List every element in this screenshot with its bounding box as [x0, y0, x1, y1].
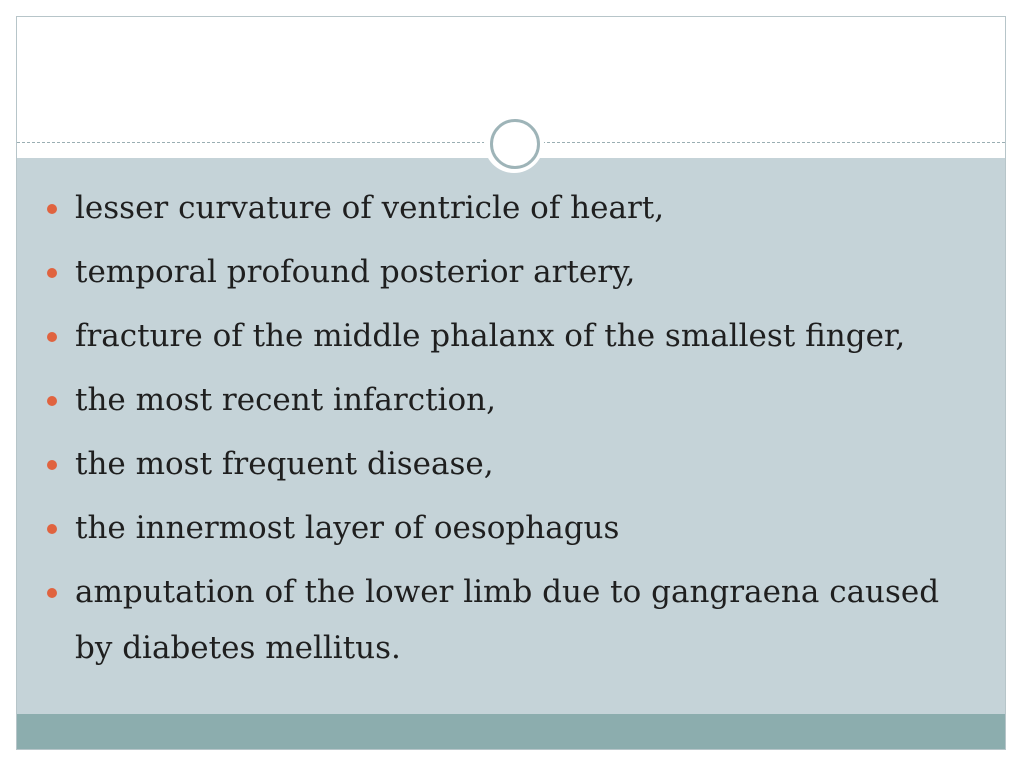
slide: [16, 16, 1006, 750]
bullet-dot-icon: [47, 332, 57, 342]
bullet-dot-icon: [47, 588, 57, 598]
bullet-text: lesser curvature of ventricle of heart,: [75, 190, 665, 226]
bullet-text: amputation of the lower limb due to gangraena caused by diabetes mellitus.: [75, 574, 940, 666]
bullet-text: fracture of the middle phalanx of the smallest finger,: [75, 318, 906, 354]
bullet-dot-icon: [47, 524, 57, 534]
bullet-text: temporal profound posterior artery,: [75, 254, 636, 290]
bullet-text: the innermost layer of oesophagus: [75, 510, 620, 546]
bullet-text: the most frequent disease,: [75, 446, 494, 482]
bullet-dot-icon: [47, 460, 57, 470]
bullet-text: the most recent infarction,: [75, 382, 496, 418]
bullet-dot-icon: [47, 268, 57, 278]
ornament-ring-icon: [490, 119, 540, 169]
bullet-dot-icon: [47, 396, 57, 406]
content-area: [17, 158, 1005, 715]
bullet-dot-icon: [47, 204, 57, 214]
footer-bar: [17, 714, 1005, 749]
